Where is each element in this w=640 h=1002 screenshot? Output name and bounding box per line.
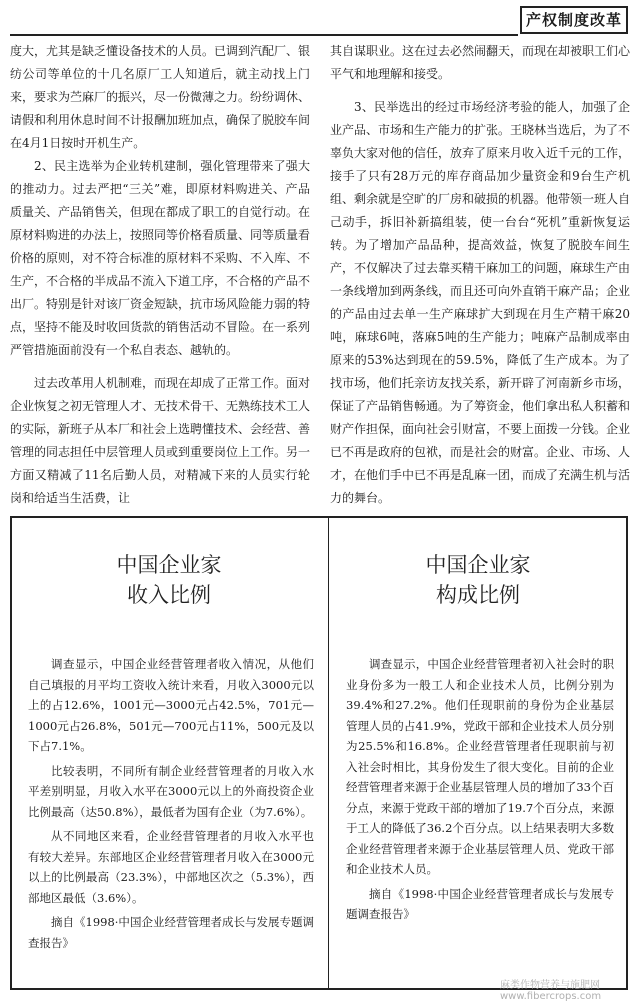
income-paragraph-1: 调查显示，中国企业经营管理者收入情况，从他们自己填报的月平均工资收入统计来看，月收入3000元以上的占12.6%，1001元—3000元占42.5%，701元—1000元占26.8%，501元—700元占11%，500元及以下占7.1%。 [28,657,314,753]
site-watermark: 麻类作物营养与施肥网 www.fibercrops.com [500,980,602,1002]
composition-ratio-box [330,518,626,988]
article-body [10,40,630,512]
left-paragraph-1: 度大，尤其是缺乏懂设备技术的人员。已调到汽配厂、银纺公司等单位的十几名原厂工人知道后，就主动找上门来，要求为苎麻厂的振兴，尽一份微薄之力。纷纷调休、请假和利用休息时间不计报酬加班加点，确保了脱胶车间在4月1日按时开机生产。 [10,44,311,150]
composition-source: 摘自《1998·中国企业经营管理者成长与发展专题调查报告》 [346,886,614,921]
composition-title-line-2: 构成比例 [436,583,520,607]
income-box-body [28,654,314,957]
income-ratio-box [12,518,326,988]
income-box-title [12,550,326,610]
section-tag: 产权制度改革 [520,6,628,34]
income-source: 摘自《1998·中国企业经营管理者成长与发展专题调查报告》 [28,915,314,950]
income-paragraph-3: 从不同地区来看，企业经营管理者的月收入水平也有较大差异。东部地区企业经营管理者月收入在3000元以上的比例最高（23.3%），中部地区次之（5.3%），西部地区最低（3.6%）。 [28,829,314,905]
composition-title-line-1: 中国企业家 [425,553,531,577]
right-paragraph-2: 3、民举选出的经过市场经济考验的能人，加强了企业产品、市场和生产能力的扩张。王晓林当选后，为了不辜负大家对他的信任，放弃了原来月收入近千元的工作，接手了只有28万元的库存商品加少量资金和9台生产机组、剩余就是空旷的厂房和破损的机器。他带领一班人自己动手，拆旧补新搞组装，使一台台“死机”重新恢复运转。为了增加产品品种，提高效益，恢复了脱胶车间生产，不仅解决了过去靠买精干麻加工的问题，麻球生产由一条线增加到两条线，而且还可向外直销干麻产品；企业的产品由过去单一生产麻球扩大到现在月生产精干麻20吨，麻球6吨，落麻5吨的生产能力；吨麻产品制成率由原来的53%达到现在的59.5%，降低了生产成本。为了找市场，他们托亲访友找关系，新开辟了河南新乡市场，保证了产品销售畅通。为了筹资金，他们拿出私人积蓄和财产作担保，面向社会引财富，不要上面拨一分钱。企业已不再是政府的包袱，而是社会的财富。企业、市场、人才，在他们手中已不再是乱麻一团，而成了充满生机与活力的舞台。 [330,100,631,505]
income-title-line-2: 收入比例 [127,583,211,607]
composition-paragraph-1: 调查显示，中国企业经营管理者初入社会时的职业身份多为一般工人和企业技术人员，比例分别为39.4%和27.2%。他们任现职前的身份为企业基层管理人员的占41.9%，党政干部和企业技术人员分别为25.5%和16.8%。企业经营管理者任现职前与初入社会时相比，其身份发生了很大变化。目前的企业经营管理者来源于企业基层管理人员的增加了33个百分点，来源于党政干部的增加了19.7个百分点，来源于工人的降低了36.2个百分点。以上结果表明大多数企业经营管理者来源于企业基层管理人员、党政干部和企业技术人员。 [346,657,614,876]
composition-box-title [330,550,626,610]
left-column [10,40,310,510]
composition-box-body [346,654,614,929]
left-paragraph-2: 2、民主选举为企业转机建制，强化管理带来了强大的推动力。过去严把“三关”难，即原材料购进关、产品质量关、产品销售关，但现在都成了职工的自觉行动。在原材料购进的办法上，按照同等价格看质量、同等质量看价格的原则，对不符合标准的原材料不采购、不入库、不生产，不合格的半成品不流入下道工序，不合格的产品不出厂。特别是针对该厂资金短缺，抗市场风险能力弱的特点，坚持不能及时收回货款的销售活动不冒险。在一系列严管措施面前没有一个私自表态、越轨的。 [10,159,311,357]
income-title-line-1: 中国企业家 [116,553,222,577]
right-column [330,40,630,510]
income-paragraph-2: 比较表明，不同所有制企业经营管理者的月收入水平差别明显，月收入水平在3000元以上的外商投资企业比例最高（达50.8%），最低者为国有企业（为7.6%）。 [28,763,314,819]
box-divider [328,518,329,988]
left-paragraph-3: 过去改革用人机制难，而现在却成了正常工作。面对企业恢复之初无管理人才、无技术骨干、无熟练技术工人的实际，新班子从本厂和社会上选聘懂技术、会经营、善管理的同志担任中层管理人员或到重要岗位上工作。另一方面又精减了11名后勤人员，对精减下来的人员实行轮岗和给适当生活费，让 [10,376,311,505]
sidebar-boxes [10,516,628,990]
right-paragraph-1: 其自谋职业。这在过去必然闹翻天，而现在却被职工们心平气和地理解和接受。 [330,44,631,81]
header-rule [10,34,518,36]
page-header [0,0,640,38]
